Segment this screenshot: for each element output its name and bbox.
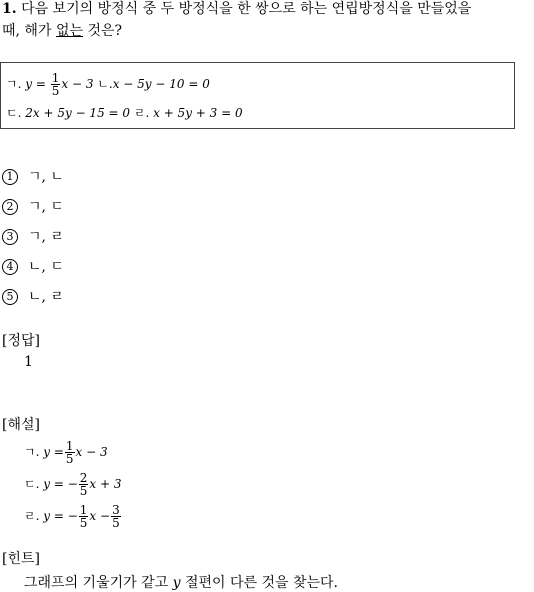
hint-variable: y: [172, 575, 181, 591]
explanation-num-3b: 3: [112, 503, 120, 517]
box-eq-a-lhs: y =: [25, 77, 46, 91]
choice-2-text: ㄱ, ㄷ: [28, 199, 64, 215]
question-text-2-post: 것은?: [83, 23, 123, 39]
explanation-fraction-2: [79, 472, 89, 497]
question-line-1: [2, 0, 471, 18]
explanation-label-1: ㄱ.: [24, 445, 40, 459]
box-eq-d: x + 5y + 3 = 0: [153, 106, 243, 120]
choice-2-mark: 2: [2, 199, 18, 215]
explanation-item-2: [24, 472, 122, 497]
explanation-den-1: 5: [65, 452, 74, 466]
explanation-label-2: ㄷ.: [24, 477, 40, 491]
hint-text-pre: 그래프의 기울기가 같고: [24, 575, 173, 591]
explanation-rest-2: x + 3: [89, 477, 122, 491]
hint-text-post: 절편이 다른 것을 찾는다.: [180, 575, 339, 591]
question-text-1: 다음 보기의 방정식 중 두 방정식을 한 쌍으로 하는 연립방정식을 만들었을: [21, 1, 472, 17]
explanation-den-3b: 5: [112, 516, 120, 530]
hint-heading: [힌트]: [2, 551, 40, 567]
box-label-c: ㄷ.: [6, 106, 22, 120]
box-eq-b: x − 5y − 10 = 0: [112, 77, 210, 91]
explanation-item-3: [24, 504, 122, 529]
choice-5-mark: 5: [2, 289, 18, 305]
explanation-item-1: [24, 440, 108, 465]
box-eq-c: 2x + 5y − 15 = 0: [25, 106, 131, 120]
explanation-den-2: 5: [79, 484, 88, 498]
explanation-lhs-2: y = −: [43, 477, 78, 491]
box-row-1: [6, 72, 210, 97]
explanation-label-3: ㄹ.: [24, 509, 40, 523]
explanation-heading: [해설]: [2, 417, 40, 433]
choice-1-text: ㄱ, ㄴ: [28, 169, 64, 185]
explanation-fraction-3b: [111, 504, 121, 529]
choice-3-text: ㄱ, ㄹ: [28, 229, 64, 245]
box-eq-a-num: 1: [51, 71, 60, 85]
choice-3-mark: 3: [2, 229, 18, 245]
explanation-num-1: 1: [65, 439, 74, 453]
hint-text: [24, 572, 338, 592]
explanation-rest-3: x −: [89, 509, 111, 523]
explanation-fraction-1: [65, 440, 75, 465]
choice-3[interactable]: [2, 226, 64, 246]
question-underlined-word: 없는: [55, 23, 83, 39]
box-label-a: ㄱ.: [6, 77, 22, 91]
box-label-d: ㄹ.: [133, 106, 150, 120]
box-eq-a-fraction: [51, 72, 61, 97]
choice-4[interactable]: [2, 256, 64, 276]
box-row-2: [6, 104, 243, 121]
explanation-num-3: 1: [79, 503, 88, 517]
question-text-2-pre: 때, 해가: [2, 23, 56, 39]
explanation-rest-1: x − 3: [75, 445, 108, 459]
box-eq-a-den: 5: [51, 84, 60, 98]
box-label-b: ㄴ.: [97, 77, 113, 91]
answer-heading: [정답]: [2, 333, 40, 349]
answer-value: 1: [24, 354, 33, 370]
choice-2[interactable]: [2, 196, 64, 216]
explanation-fraction-3: [79, 504, 89, 529]
question-line-2: [2, 22, 122, 40]
question-number: 1.: [2, 1, 17, 17]
choice-5[interactable]: [2, 286, 64, 306]
explanation-den-3: 5: [79, 516, 88, 530]
explanation-lhs-3: y = −: [43, 509, 78, 523]
choice-1-mark: 1: [2, 169, 18, 185]
choice-4-mark: 4: [2, 259, 18, 275]
choice-5-text: ㄴ, ㄹ: [28, 289, 64, 305]
box-eq-a-rest: x − 3: [61, 77, 94, 91]
explanation-lhs-1: y =: [43, 445, 64, 459]
choice-1[interactable]: [2, 166, 64, 186]
explanation-num-2: 2: [79, 471, 88, 485]
choice-4-text: ㄴ, ㄷ: [28, 259, 64, 275]
